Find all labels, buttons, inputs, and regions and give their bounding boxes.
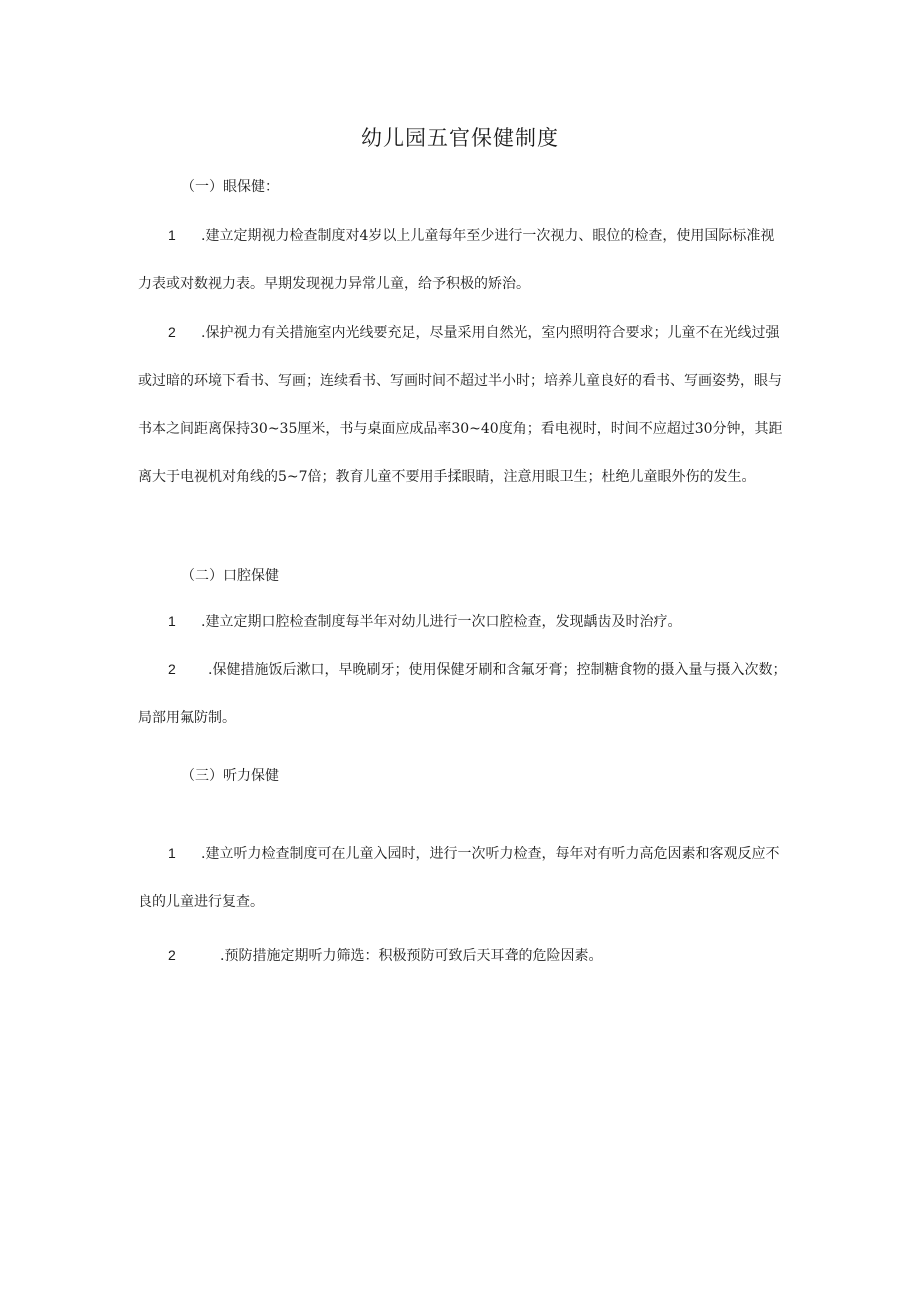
item-number: 1 <box>168 613 176 629</box>
document-title: 幼儿园五官保健制度 <box>361 126 559 150</box>
item-text: .保护视力有关措施室内光线要充足，尽量采用自然光，室内照明符合要求；儿童不在光线过强或过暗的环境下看书、写画；连续看书、写画时间不超过半小时；培养儿童良好的看书、写画姿势，眼与书本之间距离保持30~35厘米，书与桌面应成品率30~40度角；看电视时，时间不应超过30分钟，其距离大于电视机对角线的5~7倍；教育儿童不要用手揉眼睛，注意用眼卫生；杜绝儿童眼外伤的发生。 <box>138 325 783 485</box>
item-number: 1 <box>168 227 176 243</box>
section-heading-eye-care: （一）眼保健： <box>181 179 279 195</box>
item-text: .建立定期视力检查制度对4岁以上儿童每年至少进行一次视力、眼位的检查，使用国际标准视力表或对数视力表。早期发现视力异常儿童，给予积极的矫治。 <box>138 228 775 292</box>
item-number: 2 <box>168 324 176 340</box>
hearing-care-item-1 <box>138 829 788 926</box>
item-text: .建立听力检查制度可在儿童入园时，进行一次听力检查，每年对有听力高危因素和客观反应不良的儿童进行复查。 <box>138 846 780 910</box>
item-text: .保健措施饭后漱口，早晚刷牙；使用保健牙刷和含氟牙膏；控制糖食物的摄入量与摄入次数；局部用氟防制。 <box>138 662 787 726</box>
section-heading-oral-care: （二）口腔保健 <box>181 568 279 584</box>
eye-care-item-2 <box>138 308 788 501</box>
item-text: .预防措施定期听力筛选：积极预防可致后天耳聋的危险因素。 <box>220 948 603 964</box>
item-number: 1 <box>168 845 176 861</box>
hearing-care-item-2 <box>138 931 788 980</box>
item-text: .建立定期口腔检查制度每半年对幼儿进行一次口腔检查，发现龋齿及时治疗。 <box>201 614 682 630</box>
item-number: 2 <box>168 661 176 677</box>
eye-care-item-1 <box>138 211 788 308</box>
oral-care-item-1 <box>138 597 788 646</box>
oral-care-item-2 <box>138 645 788 742</box>
section-heading-hearing-care: （三）听力保健 <box>181 768 279 784</box>
item-number: 2 <box>168 947 176 963</box>
